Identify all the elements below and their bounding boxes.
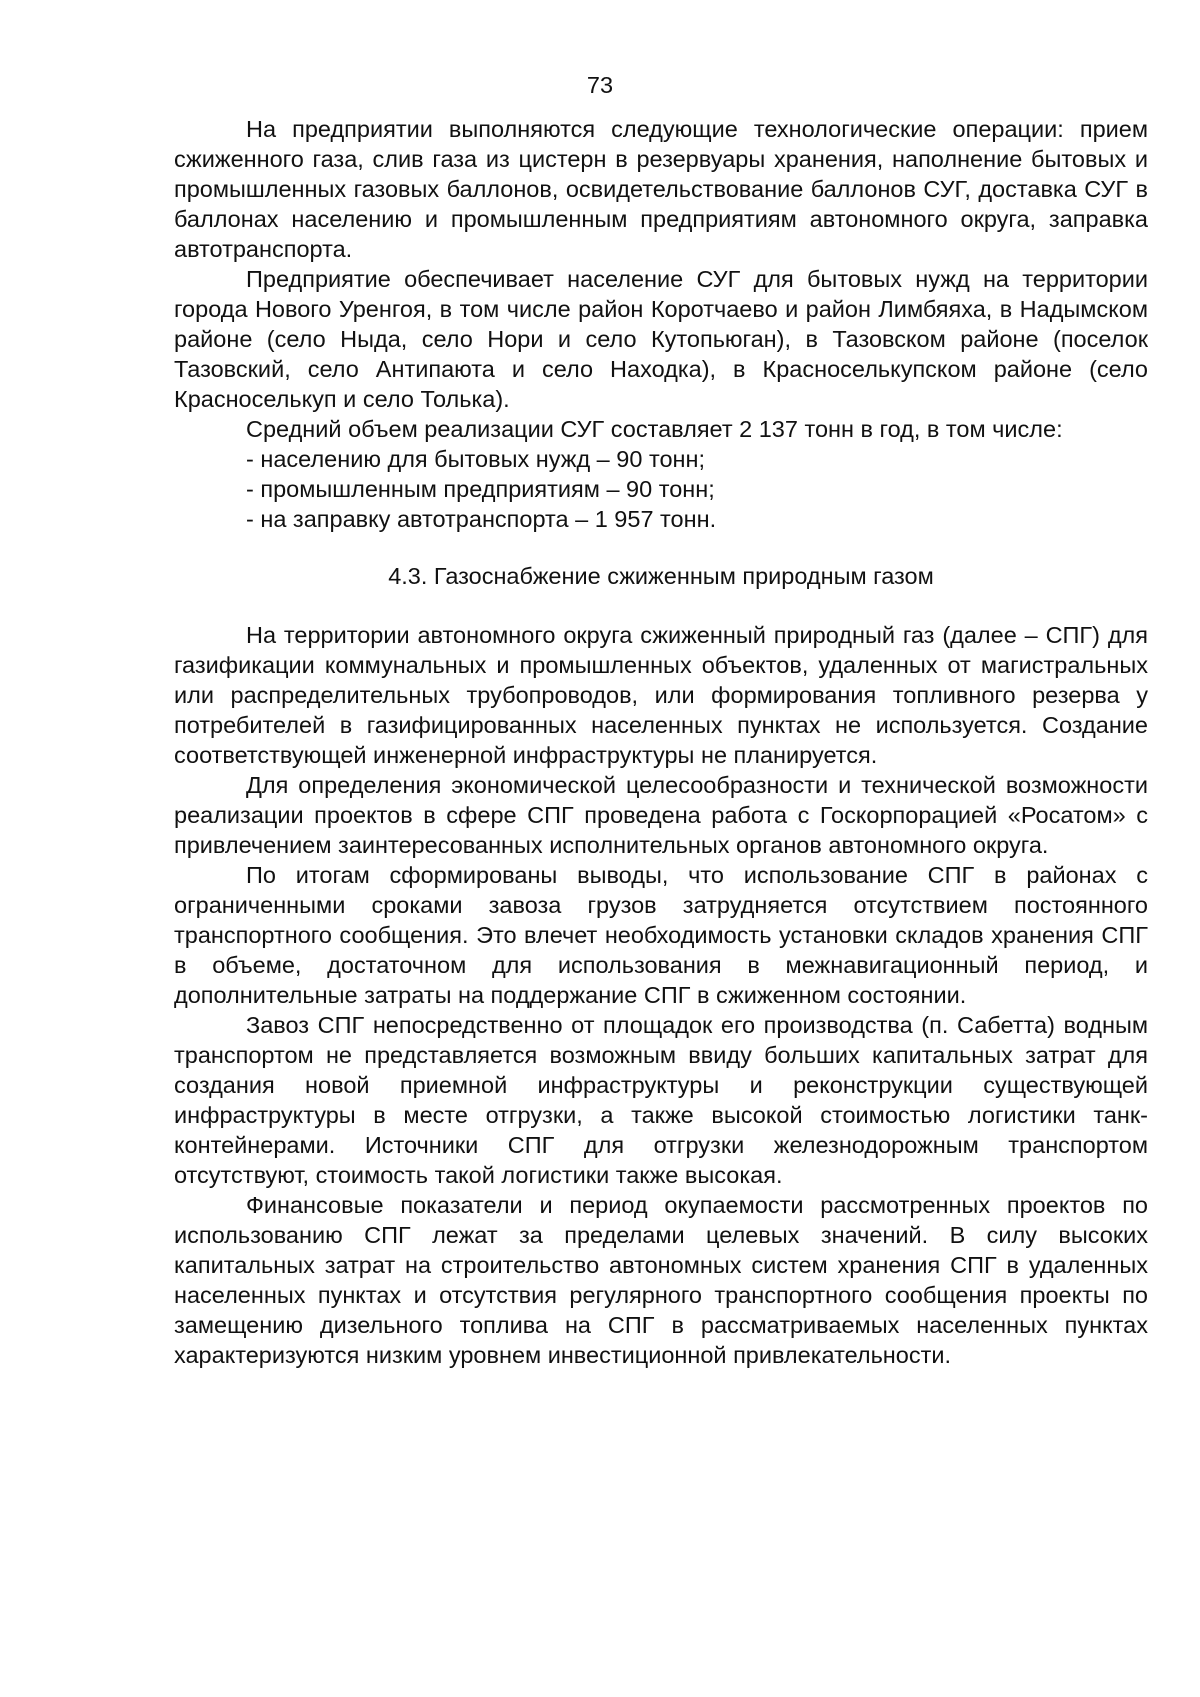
list-item-vehicle-fuel: - на заправку автотранспорта – 1 957 тонн.: [246, 506, 717, 532]
page-number: 73: [586, 72, 614, 98]
paragraph-supply-area: Предприятие обеспечивает население СУГ для бытовых нужд на территории города Нового Уренгоя, в том числе район Коротчаево и район Лимбяяха, в Надымском районе (село Ныда, село Нори и село Кутопьюган), в Тазовском районе (поселок Тазовский, село Антипаюта и село Находка), в Красноселькупском районе (село Красноселькуп и село Толька).: [174, 266, 1148, 412]
paragraph-feasibility: Для определения экономической целесообразности и технической возможности реализации проектов в сфере СПГ проведена работа с Госкорпорацией «Росатом» с привлечением заинтересованных исполнительных органов автономного округа.: [174, 772, 1148, 858]
lng-section: [174, 620, 1148, 1370]
paragraph-sales-volume: Средний объем реализации СУГ составляет 2 137 тонн в год, в том числе:: [246, 416, 1063, 442]
section-heading: 4.3. Газоснабжение сжиженным природным газом: [388, 563, 934, 589]
paragraph-financial: Финансовые показатели и период окупаемости рассмотренных проектов по использованию СПГ лежат за пределами целевых значений. В силу высоких капитальных затрат на строительство автономных систем хранения СПГ в удаленных населенных пунктах и отсутствия регулярного транспортного сообщения проекты по замещению дизельного топлива на СПГ в рассматриваемых населенных пунктах характеризуются низким уровнем инвестиционной привлекательности.: [174, 1192, 1148, 1368]
section-heading-wrapper: [174, 561, 1148, 591]
list-item-household: - населению для бытовых нужд – 90 тонн;: [246, 446, 706, 472]
paragraph-lng-usage: На территории автономного округа сжиженный природный газ (далее – СПГ) для газификации коммунальных и промышленных объектов, удаленных от магистральных или распределительных трубопроводов, или формирования топливного резерва у потребителей в газифицированных населенных пунктах не используется. Создание соответствующей инженерной инфраструктуры не планируется.: [174, 622, 1148, 768]
paragraph-delivery: Завоз СПГ непосредственно от площадок его производства (п. Сабетта) водным транспортом не представляется возможным ввиду больших капитальных затрат для создания новой приемной инфраструктуры и реконструкции существующей инфраструктуры в месте отгрузки, а также высокой стоимостью логистики танк-контейнерами. Источники СПГ для отгрузки железнодорожным транспортом отсутствуют, стоимость такой логистики также высокая.: [174, 1012, 1148, 1188]
paragraph-conclusions: По итогам сформированы выводы, что использование СПГ в районах с ограниченными сроками завоза грузов затрудняется отсутствием постоянного транспортного сообщения. Это влечет необходимость установки складов хранения СПГ в объеме, достаточном для использования в межнавигационный период, и дополнительные затраты на поддержание СПГ в сжиженном состоянии.: [174, 862, 1148, 1008]
intro-section: [174, 114, 1148, 534]
list-item-industrial: - промышленным предприятиям – 90 тонн;: [246, 476, 715, 502]
paragraph-operations: На предприятии выполняются следующие технологические операции: прием сжиженного газа, слив газа из цистерн в резервуары хранения, наполнение бытовых и промышленных газовых баллонов, освидетельствование баллонов СУГ, доставка СУГ в баллонах населению и промышленным предприятиям автономного округа, заправка автотранспорта.: [174, 116, 1148, 262]
